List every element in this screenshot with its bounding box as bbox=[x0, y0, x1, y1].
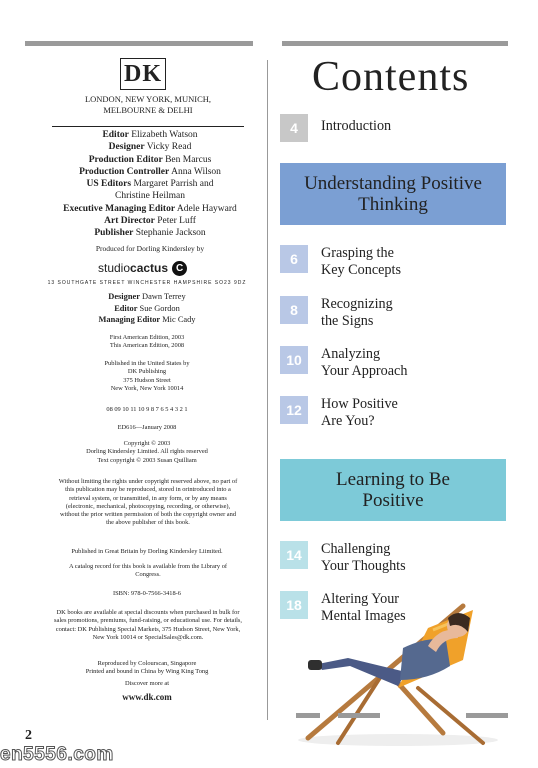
toc-entry-label: How Positive Are You? bbox=[321, 396, 398, 429]
credit-line: Editor Elizabeth Watson bbox=[102, 130, 198, 140]
credit-line: Designer Dawn Terrey bbox=[108, 292, 186, 301]
bottom-rule bbox=[296, 713, 320, 718]
publisher-info: Published in the United States by DK Publishing 375 Hudson Street New York, New York 10014 bbox=[104, 360, 190, 392]
credit-line: Publisher Stephanie Jackson bbox=[94, 228, 206, 239]
studio-cactus-logo: studiocactus C bbox=[98, 259, 198, 277]
page-title: Contents bbox=[312, 54, 470, 100]
edition-info: First American Edition, 2003 This American Edition, 2008 bbox=[109, 334, 185, 350]
rights-notice: Without limiting the rights under copyright reserved above, no part of this publication may be reproduced, stored in orintroduced into a retrieval system, or transmitted, in any form, or by any means (electronic, mechanical, photocopying, recording, or otherwise), without the prior written permission of both the copyright owner and the above publisher of this book. bbox=[58, 478, 238, 527]
studio-address: 13 SOUTHGATE STREET WINCHESTER HAMPSHIRE SO23 9DZ bbox=[47, 280, 247, 286]
divider bbox=[52, 126, 244, 127]
toc-entry-label: Grasping the Key Concepts bbox=[321, 245, 401, 278]
page-number-badge: 12 bbox=[280, 396, 308, 424]
toc-entry-label: Challenging Your Thoughts bbox=[321, 541, 406, 574]
watermark: en5556.com bbox=[0, 744, 114, 765]
website-link[interactable]: www.dk.com bbox=[122, 692, 172, 702]
credit-line: Art Director Peter Luff bbox=[104, 216, 196, 227]
toc-entry-label: Recognizing the Signs bbox=[321, 296, 393, 329]
sales-notice: DK books are available at special discounts when purchased in bulk for sales promotions, premiums, fund-raising, or educational use. For details, contact: DK Publishing Special Markets, 375 Hudson Street, New York, New York 10014 or SpecialSales@dk.com. bbox=[54, 609, 242, 641]
studio-credits bbox=[42, 291, 252, 326]
credit-line: US Editors Margaret Parrish and Christine Heilman bbox=[86, 179, 214, 202]
toc-entry-label: Analyzing Your Approach bbox=[321, 346, 408, 379]
toc-entry[interactable] bbox=[280, 245, 401, 278]
cactus-logo-icon: C bbox=[172, 261, 187, 276]
page-number-badge: 6 bbox=[280, 245, 308, 273]
repro-info: Reproduced by Colourscan, Singapore Printed and bound in China by Wing King Tong Discover more at bbox=[85, 660, 209, 687]
toc-entry-label: Altering Your Mental Images bbox=[321, 591, 406, 624]
section-header-understanding: Understanding Positive Thinking bbox=[280, 163, 506, 225]
toc-entry[interactable] bbox=[280, 396, 398, 429]
page-number-badge: 10 bbox=[280, 346, 308, 374]
credits bbox=[40, 129, 260, 255]
credit-line: Production Controller Anna Wilson bbox=[79, 166, 221, 177]
bottom-rule bbox=[466, 713, 508, 718]
page-number-badge: 4 bbox=[280, 114, 308, 142]
cities: LONDON, NEW YORK, MUNICH, MELBOURNE & DELHI bbox=[84, 94, 212, 115]
print-line: 08 09 10 11 10 9 8 7 6 5 4 3 2 1 bbox=[106, 406, 188, 413]
credit-line: Managing Editor Mic Cady bbox=[98, 315, 196, 324]
column-divider bbox=[267, 60, 268, 720]
toc-entry-label: Introduction bbox=[321, 118, 392, 134]
toc-entry[interactable] bbox=[280, 346, 407, 379]
page-number-badge: 18 bbox=[280, 591, 308, 619]
catalog-notice: A catalog record for this book is available from the Library of Congress. bbox=[68, 563, 228, 579]
page-number: 2 bbox=[25, 728, 32, 743]
dk-logo: DK bbox=[120, 58, 166, 90]
copyright: Copyright © 2003 Dorling Kindersley Limited. All rights reserved Text copyright © 2003 Susan Quilliam bbox=[86, 440, 208, 464]
bottom-rule bbox=[338, 713, 380, 718]
credit-line: Production Editor Ben Marcus bbox=[88, 154, 212, 165]
toc-entry[interactable] bbox=[280, 296, 393, 329]
top-rule-left bbox=[25, 41, 253, 46]
credit-line: Executive Managing Editor Adele Hayward bbox=[63, 203, 237, 214]
page-number-badge: 8 bbox=[280, 296, 308, 324]
toc-entry[interactable] bbox=[280, 541, 406, 574]
produced-for: Produced for Dorling Kindersley by bbox=[95, 243, 205, 253]
deckchair-illustration bbox=[278, 588, 513, 748]
edition-code: ED616—January 2008 bbox=[117, 424, 177, 431]
section-header-learning: Learning to Be Positive bbox=[280, 459, 506, 521]
page-number-badge: 14 bbox=[280, 541, 308, 569]
credit-line: Designer Vicky Read bbox=[108, 142, 192, 153]
toc-entry-introduction[interactable] bbox=[280, 114, 391, 142]
isbn: ISBN: 978-0-7566-3418-6 bbox=[113, 590, 181, 597]
credit-line: Editor Sue Gordon bbox=[114, 303, 180, 313]
top-rule-right bbox=[282, 41, 508, 46]
gb-notice: Published in Great Britain by Dorling Kindersley Liimited. bbox=[71, 548, 223, 555]
